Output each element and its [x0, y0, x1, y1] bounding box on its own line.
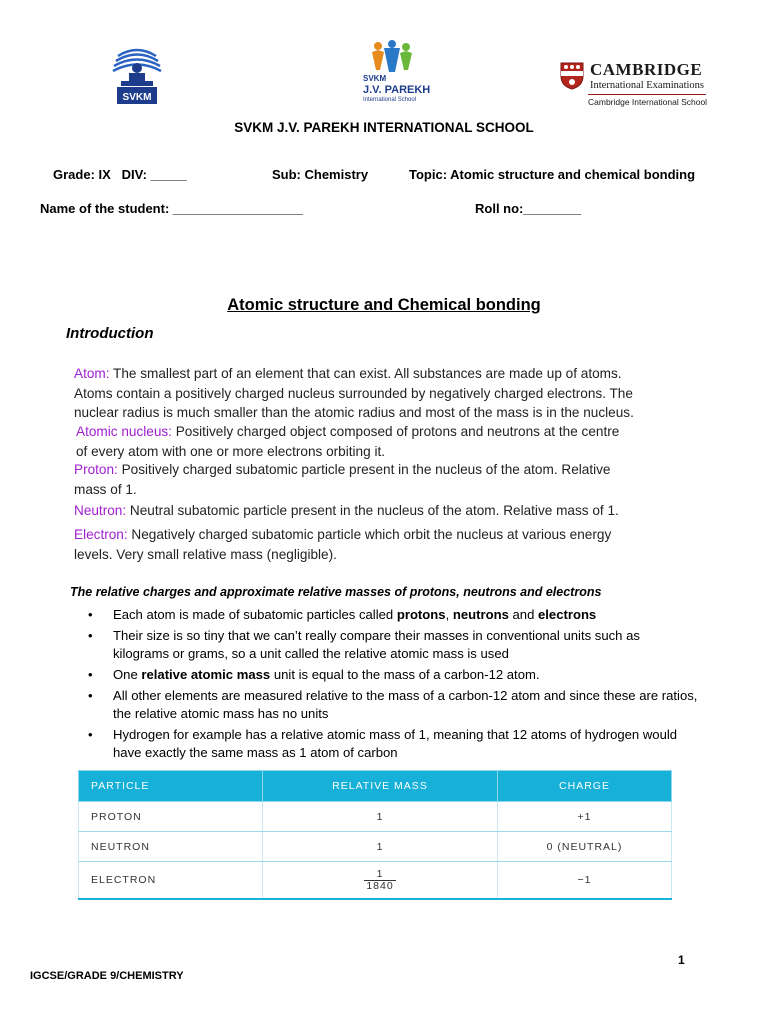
- fraction-denominator: 1840: [366, 879, 394, 892]
- list-item: • Their size is so tiny that we can’t really compare their masses in conventional units such as kilograms or grams, so a unit called the relative atomic mass is used: [88, 628, 640, 661]
- cambridge-subtitle: International Examinations: [590, 80, 705, 91]
- subheading-relative-charges: The relative charges and approximate relative masses of protons, neutrons and electrons: [70, 585, 602, 599]
- subject-field: Sub: Chemistry: [272, 167, 369, 182]
- cell-charge: +1: [498, 802, 672, 832]
- topic-field: Topic: Atomic structure and chemical bonding: [409, 167, 696, 182]
- cambridge-shield-icon: [560, 62, 584, 90]
- definition-text: mass of 1.: [74, 481, 137, 497]
- cell-particle: PROTON: [79, 802, 263, 832]
- bullet-list: [88, 606, 698, 765]
- fraction: [364, 869, 395, 892]
- cambridge-wordmark: CAMBRIDGE: [590, 60, 703, 79]
- bullet-icon: •: [88, 628, 93, 643]
- bullet-icon: •: [88, 688, 93, 703]
- cell-mass: 1: [263, 832, 498, 862]
- definition-text: Positively charged object composed of protons and neutrons at the centre: [171, 424, 620, 439]
- term-neutron: Neutron:: [74, 503, 127, 518]
- svkm-emblem-icon: [112, 48, 162, 106]
- jvp-logo-svkm: SVKM: [363, 74, 387, 83]
- definition-text: levels. Very small relative mass (negligible).: [74, 546, 337, 562]
- cell-charge: −1: [498, 862, 672, 900]
- table-header-row: [79, 771, 672, 802]
- people-figures-icon: [370, 40, 414, 74]
- term-atomic-nucleus: Atomic nucleus:: [76, 424, 172, 439]
- cell-charge: 0 (NEUTRAL): [498, 832, 672, 862]
- list-item: • All other elements are measured relative to the mass of a carbon-12 atom and since these are ratios, the relative atomic mass has no units: [88, 688, 698, 721]
- term-electron: Electron:: [74, 527, 128, 542]
- definition-atom: [74, 364, 714, 423]
- cell-mass: 1: [263, 802, 498, 832]
- svkm-logo-text: SVKM: [122, 92, 152, 103]
- column-header-particle: PARTICLE: [79, 771, 263, 802]
- table-row: [79, 862, 672, 900]
- cambridge-logo: [560, 60, 710, 110]
- list-item: • One relative atomic mass unit is equal to the mass of a carbon-12 atom.: [88, 667, 540, 682]
- jvp-logo-name: J.V. PAREKH: [363, 84, 431, 96]
- page-title: Atomic structure and Chemical bonding: [227, 296, 541, 314]
- jvp-logo-subtitle: International School: [363, 97, 417, 103]
- cambridge-divider: [588, 94, 706, 95]
- svkm-logo: [112, 48, 162, 106]
- grade-div-field: Grade: IX DIV: _____: [53, 167, 187, 182]
- definition-electron: [74, 525, 714, 564]
- fraction-numerator: 1: [376, 867, 384, 880]
- footer-label: IGCSE/GRADE 9/CHEMISTRY: [30, 970, 184, 982]
- bullet-icon: •: [88, 667, 93, 682]
- definition-text: Atoms contain a positively charged nucleus surrounded by negatively charged electrons. The: [74, 385, 633, 401]
- cell-particle: ELECTRON: [79, 862, 263, 900]
- jvp-logo: [362, 40, 434, 106]
- definition-text: nuclear radius is much smaller than the atomic radius and most of the mass is in the nucleus.: [74, 405, 634, 420]
- bullet-icon: •: [88, 727, 93, 742]
- student-name-field: Name of the student: __________________: [40, 201, 304, 216]
- cell-mass: [263, 862, 498, 900]
- list-item: • Hydrogen for example has a relative atomic mass of 1, meaning that 12 atoms of hydrogen would have exactly the same mass as 1 atom of carbon: [88, 727, 678, 760]
- particle-table: [78, 770, 672, 900]
- cell-particle: NEUTRON: [79, 832, 263, 862]
- roll-number-field: Roll no:________: [475, 201, 582, 216]
- definition-text: Positively charged subatomic particle present in the nucleus of the atom. Relative: [117, 462, 611, 477]
- cambridge-school-label: Cambridge International School: [588, 97, 708, 107]
- column-header-charge: CHARGE: [498, 771, 672, 802]
- definition-atomic-nucleus: [76, 422, 716, 461]
- page-number: 1: [678, 953, 685, 967]
- list-item: • Each atom is made of subatomic particles called protons, neutrons and electrons: [88, 607, 597, 622]
- definition-text: The smallest part of an element that can exist. All substances are made up of atoms.: [109, 366, 622, 381]
- definition-text: of every atom with one or more electrons orbiting it.: [76, 443, 386, 459]
- definition-text: Neutral subatomic particle present in the nucleus of the atom. Relative mass of 1.: [126, 503, 619, 518]
- bullet-icon: •: [88, 607, 93, 622]
- definition-text: Negatively charged subatomic particle which orbit the nucleus at various energy: [127, 527, 612, 542]
- term-atom: Atom:: [74, 366, 110, 381]
- definition-proton: [74, 460, 714, 499]
- column-header-relative-mass: RELATIVE MASS: [263, 771, 498, 802]
- table-row: [79, 802, 672, 832]
- table-row: [79, 832, 672, 862]
- school-name: SVKM J.V. PAREKH INTERNATIONAL SCHOOL: [234, 120, 534, 135]
- section-heading-introduction: Introduction: [66, 325, 154, 342]
- term-proton: Proton:: [74, 462, 118, 477]
- definition-neutron: [74, 501, 714, 521]
